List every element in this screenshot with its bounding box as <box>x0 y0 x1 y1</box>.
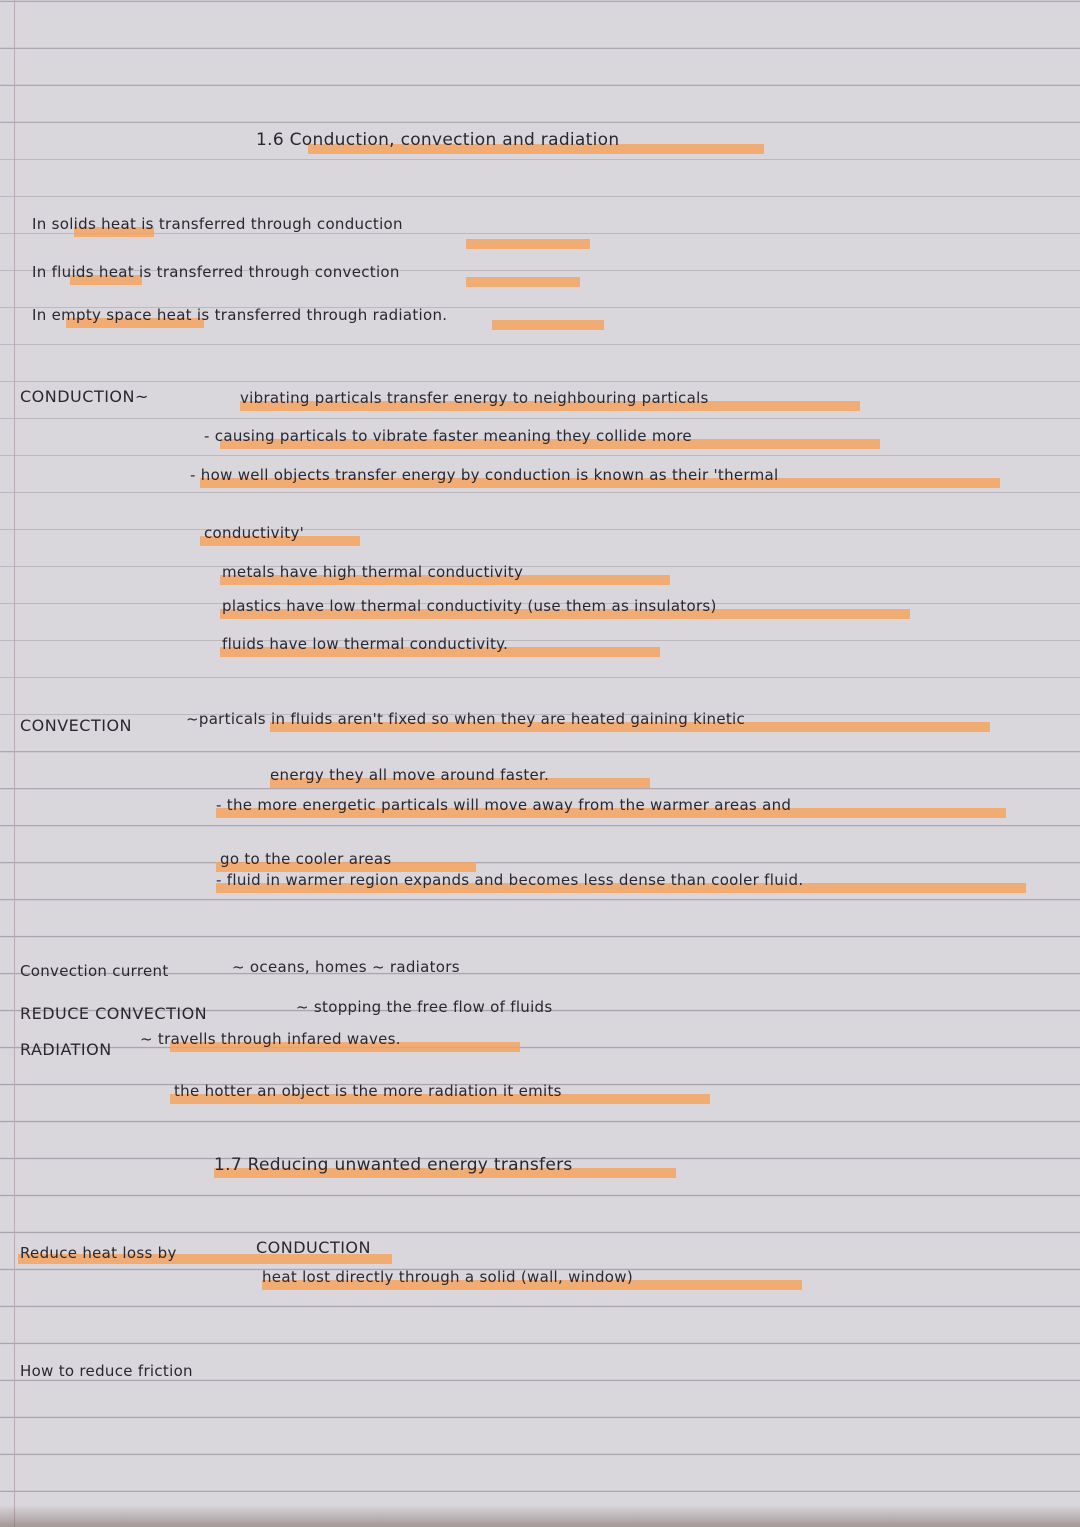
convection-heading: CONVECTION <box>20 716 133 735</box>
page-bottom-shadow <box>0 1505 1080 1527</box>
conduction-text: vibrating particals transfer energy to neighbouring particals <box>240 389 709 407</box>
conduction-sub-plastics: plastics have low thermal conductivity (use them as insulators) <box>222 597 717 615</box>
intro-line-solids: In solids heat is transferred through conduction <box>32 215 403 233</box>
convection-point-1a: - the more energetic particals will move away from the warmer areas and <box>216 796 792 814</box>
conduction-sub-fluids: fluids have low thermal conductivity. <box>222 635 509 653</box>
highlight-convection-1 <box>466 277 580 287</box>
convection-line-1: ~particals in fluids aren't fixed so when they are heated gaining kinetic <box>186 710 746 728</box>
reduce-heat-loss-label: Reduce heat loss by <box>20 1244 177 1262</box>
conduction-sub-metals: metals have high thermal conductivity <box>222 563 524 581</box>
radiation-text: ~ travells through infared waves. <box>140 1030 401 1048</box>
radiation-heading: RADIATION <box>20 1040 112 1059</box>
radiation-point: the hotter an object is the more radiation it emits <box>174 1082 562 1100</box>
intro-line-fluids: In fluids heat is transferred through convection <box>32 263 400 281</box>
convection-current-examples: ~ oceans, homes ~ radiators <box>232 958 460 976</box>
conduction-point-1: - causing particals to vibrate faster meaning they collide more <box>204 427 692 445</box>
convection-point-1b: go to the cooler areas <box>220 850 392 868</box>
highlight-conduction-1 <box>466 239 590 249</box>
intro-line-empty-space: In empty space heat is transferred through radiation. <box>32 306 448 324</box>
conduction-heading: CONDUCTION~ <box>20 387 149 406</box>
conduction-point-2b: conductivity' <box>204 524 305 542</box>
convection-line-2: energy they all move around faster. <box>270 766 550 784</box>
section-title-1-6: 1.6 Conduction, convection and radiation <box>256 130 620 150</box>
reduce-heat-loss-method: CONDUCTION <box>256 1238 371 1257</box>
reduce-convection-text: ~ stopping the free flow of fluids <box>296 998 553 1016</box>
convection-point-2: - fluid in warmer region expands and becomes less dense than cooler fluid. <box>216 871 804 889</box>
section-title-1-7: 1.7 Reducing unwanted energy transfers <box>214 1155 573 1175</box>
reduce-heat-loss-detail: heat lost directly through a solid (wall, window) <box>262 1268 634 1286</box>
friction-heading: How to reduce friction <box>20 1362 193 1380</box>
reduce-convection-heading: REDUCE CONVECTION <box>20 1004 208 1023</box>
convection-current-label: Convection current <box>20 962 169 980</box>
highlight-radiation-1 <box>492 320 604 330</box>
conduction-point-2a: - how well objects transfer energy by conduction is known as their 'thermal <box>190 466 779 484</box>
margin-line <box>14 0 15 1527</box>
